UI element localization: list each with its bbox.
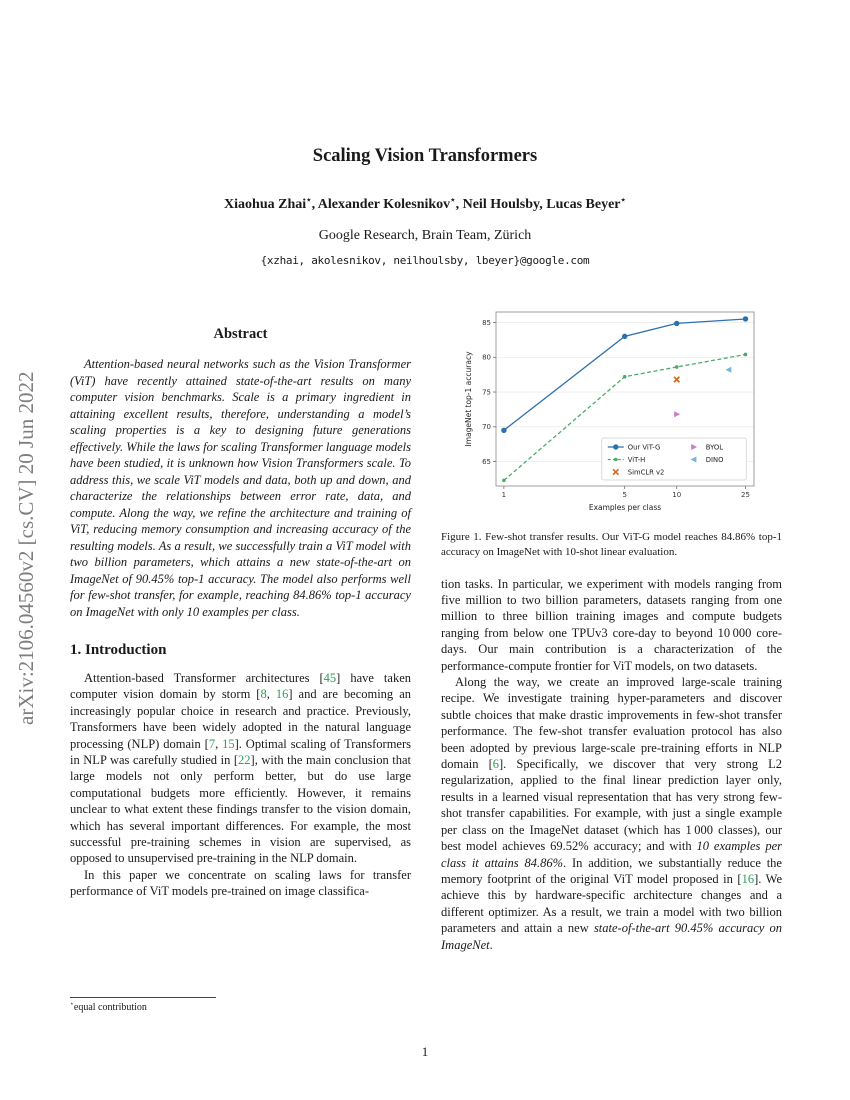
text-segment: ⋆ xyxy=(620,194,626,205)
y-tick-label: 70 xyxy=(481,423,491,432)
text-segment: ]. We achieve this by hardware-specific architecture changes and a different optimizer. As a result, we train a model with two billion parameters and attain a new xyxy=(441,871,782,936)
text-segment: 10 examples per class it attains 84.86% xyxy=(441,839,783,870)
text-segment: ⋆ xyxy=(70,1000,74,1008)
x-tick-label: 25 xyxy=(740,491,750,499)
svg-text:DINO: DINO xyxy=(705,455,723,464)
y-tick-label: 75 xyxy=(481,388,491,397)
two-column-body xyxy=(70,300,782,953)
text-segment: . xyxy=(489,937,493,952)
citation-link[interactable]: 45 xyxy=(323,671,337,685)
citation-link[interactable]: 22 xyxy=(238,753,251,768)
left-column xyxy=(70,300,411,953)
right-paragraph-1 xyxy=(441,576,782,674)
citation-link[interactable]: 16 xyxy=(741,871,755,886)
text-segment: Attention-based Transformer architectures [ xyxy=(84,671,324,685)
text-segment: ]. Optimal scaling of Transformers in NLP was carefully studied in [ xyxy=(70,736,412,768)
figure-1 xyxy=(441,306,782,560)
citation-link[interactable]: 16 xyxy=(275,687,289,702)
citation-link[interactable]: 15 xyxy=(222,736,235,751)
right-column xyxy=(441,300,782,953)
citation-link[interactable]: 8 xyxy=(260,687,267,702)
section-heading-introduction: 1. Introduction xyxy=(70,642,167,658)
footnote-text xyxy=(70,1002,411,1013)
text-segment: ⋆ xyxy=(306,194,312,205)
text-segment: ⋆ xyxy=(450,194,456,205)
x-tick-label: 5 xyxy=(621,491,627,499)
svg-text:SimCLR v2: SimCLR v2 xyxy=(627,468,664,477)
y-axis-label: ImageNet top-1 accuracy xyxy=(463,351,473,447)
text-segment: In this paper we concentrate on scaling laws for transfer performance of ViT models pre-trained on image classifica- xyxy=(70,867,411,899)
text-segment: , Neil Houlsby, Lucas Beyer xyxy=(455,197,621,212)
text-segment: Along the way, we create an improved large-scale training recipe. We investigate training hyper-parameters and discover subtle choices that make drastic improvements in few-shot transfer performance. The few-shot transfer evaluation protocol has also been adopted by previous large-scale pre-training efforts in NLP domain [ xyxy=(441,675,782,772)
affiliation-line: Google Research, Brain Team, Zürich xyxy=(318,228,532,243)
text-segment: , Alexander Kolesnikov xyxy=(311,197,451,212)
paper-title: Scaling Vision Transformers xyxy=(312,146,538,166)
figure1-chart xyxy=(462,306,762,516)
author-line xyxy=(0,194,850,213)
text-segment: ]. Specifically, we discover that very strong L2 regularization, applied to the final linear prediction layer only, results in a learned visual representation that has very strong few-shot transfer capabilities. For example, with just a single example per class on the ImageNet dataset (which has 1 000 classes), our best model achieves 69.52% accuracy; and with xyxy=(441,757,782,854)
abstract-heading: Abstract xyxy=(213,326,268,342)
text-segment: Xiaohua Zhai xyxy=(224,197,307,212)
x-axis-label: Examples per class xyxy=(588,503,661,512)
x-tick-label: 10 xyxy=(671,491,681,499)
text-segment: . In addition, we substantially reduce the memory footprint of the original ViT model proposed in [ xyxy=(441,855,782,886)
y-tick-label: 85 xyxy=(481,318,491,327)
svg-text:BYOL: BYOL xyxy=(705,443,723,452)
intro-paragraph-1 xyxy=(70,670,411,867)
page-number: 1 xyxy=(421,1044,429,1059)
arxiv-stamp: arXiv:2106.04560v2 [cs.CV] 20 Jun 2022 xyxy=(14,371,38,725)
series-simclr-v2 xyxy=(674,377,679,382)
text-segment: ] and are becoming an increasingly popular choice in research and practice. Previously, Transformers have been widely adopted in the natural language processing (NLP) domain [ xyxy=(70,687,411,751)
series-our-vit-g xyxy=(501,316,748,433)
text-segment: tion tasks. In particular, we experiment with models ranging from five million to two billion parameters, datasets ranging from one million to three billion training images and compute budgets ranging from below one TPUv3 core-day to beyond 10 000 core-days. Our main contribution is a characterization of the performance-compute frontier for ViT models, on two datasets. xyxy=(441,576,782,673)
footnote xyxy=(70,997,411,1013)
text-segment: ] have taken computer vision domain by storm [ xyxy=(70,671,412,702)
y-tick-label: 80 xyxy=(481,353,491,362)
text-segment: equal contribution xyxy=(73,1002,147,1013)
email-line: {xzhai, akolesnikov, neilhoulsby, lbeyer}@google.com xyxy=(260,254,590,267)
x-tick-label: 1 xyxy=(501,491,506,499)
text-segment: state-of-the-art 90.45% accuracy on ImageNet xyxy=(441,921,783,952)
intro-paragraph-2 xyxy=(70,867,411,900)
right-paragraph-2 xyxy=(441,674,782,953)
text-segment: ], with the main conclusion that large models not only perform better, but do use large computational budgets more efficiently. However, it remains unclear to what extent these findings transfer to the vision domain, which has several important differences. For example, the most successful pre-training schemes in vision are supervised, as opposed to unsupervised pre-training in the NLP domain. xyxy=(70,753,411,866)
svg-text:Our ViT-G: Our ViT-G xyxy=(627,443,660,452)
citation-link[interactable]: 6 xyxy=(492,757,500,772)
abstract-text: Attention-based neural networks such as the Vision Transformer (ViT) have recently attained state-of-the-art results on many computer vision benchmarks. Scale is a primary ingredient in attaining excellent results, therefore, understanding a model’s scaling properties is a key to designing future generations effectively. While the laws for scaling Transformer language models have been studied, it is unknown how Vision Transformers scale. To address this, we scale ViT models and data, both up and down, and characterize the relationships between error rate, data, and compute. Along the way, we refine the architecture and training of ViT, reducing memory consumption and increasing accuracy of the resulting models. As a result, we successfully train a ViT model with two billion parameters, which attains a new state-of-the-art on ImageNet of 90.45% top-1 accuracy. The model also performs well for few-shot transfer, for example, reaching 84.86% top-1 accuracy on ImageNet with only 10 examples per class. xyxy=(70,357,411,619)
series-dino xyxy=(725,367,731,373)
series-byol xyxy=(674,411,680,417)
text-segment: , xyxy=(266,687,276,702)
svg-text:ViT-H: ViT-H xyxy=(627,455,645,464)
figure1-caption: Figure 1. Few-shot transfer results. Our ViT-G model reaches 84.86% top-1 accuracy on ImageNet with 10-shot linear evaluation. xyxy=(441,531,782,558)
text-segment: , xyxy=(215,736,223,751)
y-tick-label: 65 xyxy=(481,458,491,467)
citation-link[interactable]: 7 xyxy=(208,736,216,751)
footnote-rule xyxy=(70,997,216,998)
